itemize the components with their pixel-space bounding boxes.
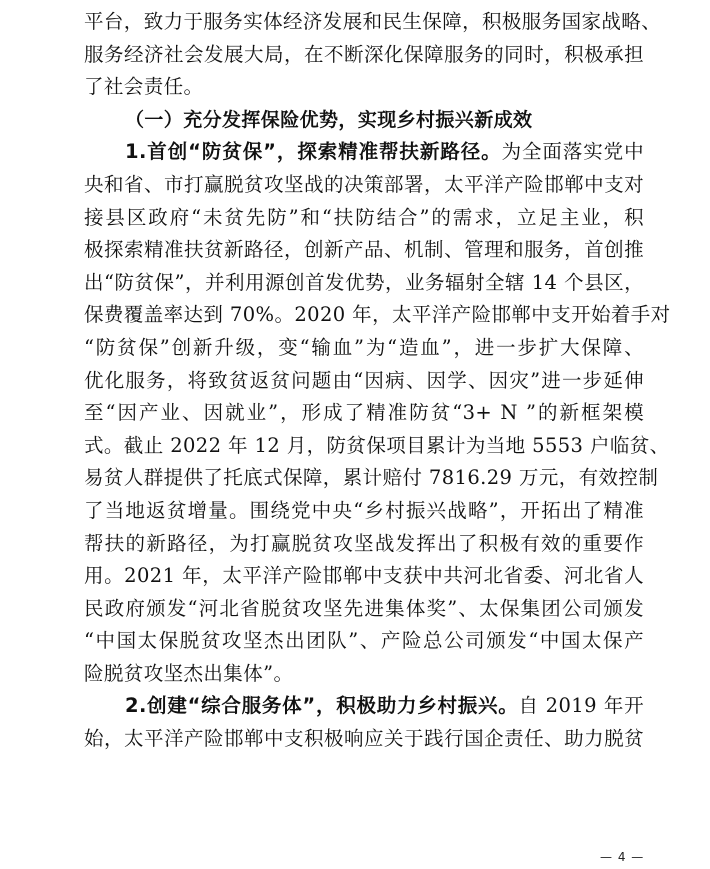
body-line: 了当地返贫增量。围绕党中央“乡村振兴战略”，开拓出了精准 bbox=[84, 498, 644, 522]
body-line: 民政府颁发“河北省脱贫攻坚先进集体奖”、太保集团公司颁发 bbox=[84, 596, 644, 620]
page-number: — 4 — bbox=[600, 850, 645, 864]
body-line: 用。2021 年，太平洋产险邯郸中支获中共河北省委、河北省人 bbox=[84, 564, 644, 588]
body-line: 始，太平洋产险邯郸中支积极响应关于践行国企责任、助力脱贫 bbox=[84, 727, 644, 751]
body-line: 易贫人群提供了托底式保障，累计赔付 7816.29 万元，有效控制 bbox=[84, 466, 659, 490]
body-line: 帮扶的新路径，为打赢脱贫攻坚战发挥出了积极有效的重要作 bbox=[84, 531, 644, 555]
item-1-first-line-text: 为全面落实党中 bbox=[501, 140, 645, 164]
body-line: 式。截止 2022 年 12 月，防贫保项目累计为当地 5553 户临贫、 bbox=[84, 433, 670, 457]
body-line: 出“防贫保”，并利用源创首发优势，业务辐射全辖 14 个县区， bbox=[84, 270, 644, 294]
item-2-title: 2.创建“综合服务体”，积极助力乡村振兴。 bbox=[125, 694, 519, 718]
body-line: 了社会责任。 bbox=[84, 75, 204, 99]
body-line: 优化服务，将致贫返贫问题由“因病、因学、因灾”进一步延伸 bbox=[84, 368, 644, 392]
section-heading: （一）充分发挥保险优势，实现乡村振兴新成效 bbox=[125, 108, 533, 131]
body-line: “防贫保”创新升级，变“输血”为“造血”，进一步扩大保障、 bbox=[84, 335, 644, 359]
item-1-title: 1.首创“防贫保”，探索精准帮扶新路径。 bbox=[125, 140, 502, 164]
body-line: 平台，致力于服务实体经济发展和民生保障，积极服务国家战略、 bbox=[84, 10, 662, 33]
paragraph-first-line bbox=[84, 690, 644, 723]
body-line: “中国太保脱贫攻坚杰出团队”、产险总公司颁发“中国太保产 bbox=[84, 629, 644, 653]
body-line: 保费覆盖率达到 70%。2020 年，太平洋产险邯郸中支开始着手对 bbox=[84, 303, 671, 327]
body-line: 央和省、市打赢脱贫攻坚战的决策部署，太平洋产险邯郸中支对 bbox=[84, 172, 644, 196]
item-2-first-line-text: 自 2019 年开 bbox=[518, 694, 645, 718]
body-line: 险脱贫攻坚杰出集体”。 bbox=[84, 661, 294, 685]
paragraph-first-line bbox=[84, 136, 644, 169]
body-line: 服务经济社会发展大局，在不断深化保障服务的同时，积极承担 bbox=[84, 42, 644, 66]
body-line: 至“因产业、因就业”，形成了精准防贫“3+ N ”的新框架模 bbox=[84, 401, 644, 425]
body-line: 极探索精准扶贫新路径，创新产品、机制、管理和服务，首创推 bbox=[84, 238, 644, 262]
document-page bbox=[84, 6, 671, 756]
body-line: 接县区政府“未贫先防”和“扶防结合”的需求，立足主业，积 bbox=[84, 205, 644, 229]
